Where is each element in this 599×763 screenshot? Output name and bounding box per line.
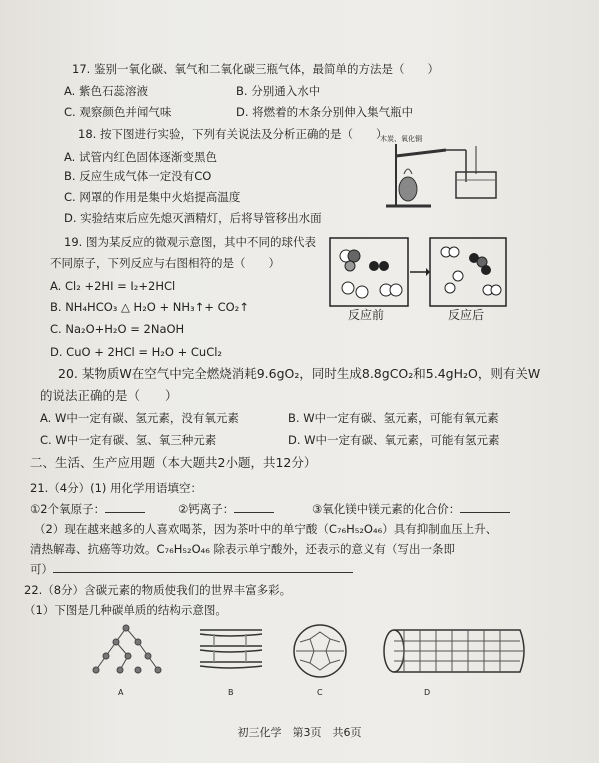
q21-line-3: 清热解毒、抗癌等功效。C₇₆H₅₂O₄₆ 除表示单宁酸外，还表示的意义有（写出一条即: [30, 542, 456, 556]
nanotube-structure-icon: [380, 624, 530, 678]
q21-blank-2: [234, 502, 274, 513]
q19-stem-2: 不同原子，下列反应与右图相符的是（ ）: [50, 256, 280, 270]
q18-option-a: A. 试管内红色固体逐渐变黑色: [64, 150, 217, 164]
section-heading: 二、生活、生产应用题（本大题共2小题，共12分）: [30, 455, 317, 470]
q17-option-d: D. 将燃着的木条分别伸入集气瓶中: [236, 105, 414, 119]
carbon-structure-b: [196, 624, 266, 674]
q17-option-b: B. 分别通入水中: [236, 84, 321, 98]
q19-option-d: D. CuO + 2HCl = H₂O + CuCl₂: [50, 345, 223, 359]
carbon-structure-c: [290, 622, 350, 680]
after-label: 反应后: [448, 308, 485, 322]
q18-stem: 18. 按下图进行实验，下列有关说法及分析正确的是（ ）: [78, 127, 388, 141]
q17-stem: 17. 鉴别一氧化碳、氧气和二氧化碳三瓶气体，最简单的方法是（ ）: [72, 62, 439, 76]
q21-blank-1: [105, 502, 145, 513]
q18-apparatus-figure: [376, 134, 516, 214]
structure-label-c: C: [317, 688, 323, 697]
q18-option-d: D. 实验结束后应先熄灭酒精灯，后将导管移出水面: [64, 211, 322, 225]
q20-option-b: B. W中一定有碳、氢元素，可能有氧元素: [288, 411, 499, 425]
structure-label-d: D: [424, 688, 431, 697]
structure-label-a: A: [118, 688, 124, 697]
q17-option-c: C. 观察颜色并闻气味: [64, 105, 172, 119]
q17-option-a: A. 紫色石蕊溶液: [64, 84, 148, 98]
q21-blank-3-label: ③氧化镁中镁元素的化合价：: [312, 502, 461, 516]
before-label: 反应前: [348, 308, 385, 322]
q18-figure-label: 木炭、氧化铜: [380, 135, 422, 143]
q21-part-3: [312, 502, 510, 516]
q21-blank-3: [460, 502, 510, 513]
q20-stem-2: 的说法正确的是（ ）: [40, 388, 178, 403]
q20-option-d: D. W中一定有碳、氧元素，可能有氢元素: [288, 433, 500, 447]
graphite-structure-icon: [196, 624, 266, 674]
q21-blank-1-label: ①2个氧原子：: [30, 502, 106, 516]
q21-blank-2-label: ②钙离子：: [178, 502, 235, 516]
q20-stem-1: 20. 某物质W在空气中完全燃烧消耗9.6gO₂，同时生成8.8gCO₂和5.4gH₂O，则有关W: [58, 366, 541, 381]
q21-answer-blank: [53, 562, 353, 573]
q21-line-4-text: 可）: [30, 562, 53, 576]
apparatus-drawing: [376, 134, 516, 214]
q18-option-c: C. 网罩的作用是集中火焰提高温度: [64, 190, 241, 204]
carbon-structure-a: [86, 620, 176, 680]
q19-option-b: B. NH₄HCO₃ △ H₂O + NH₃↑+ CO₂↑: [50, 300, 249, 314]
page-footer: 初三化学 第3页 共6页: [237, 726, 362, 739]
fullerene-structure-icon: [290, 622, 350, 680]
carbon-structure-d: [380, 624, 530, 678]
q19-stem-1: 19. 图为某反应的微观示意图，其中不同的球代表: [64, 235, 316, 249]
q20-option-a: A. W中一定有碳、氢元素，没有氧元素: [40, 411, 239, 425]
q18-option-b: B. 反应生成气体一定没有CO: [64, 169, 212, 183]
structure-label-b: B: [228, 688, 234, 697]
q19-reaction-figure: [328, 236, 518, 322]
q22-sub: （1）下图是几种碳单质的结构示意图。: [24, 603, 227, 617]
q21-line-2: （2）现在越来越多的人喜欢喝茶，因为茶叶中的单宁酸（C₇₆H₅₂O₄₆）具有抑制血压上升、: [34, 522, 498, 536]
q22-stem: 22.（8分）含碳元素的物质使我们的世界丰富多彩。: [24, 583, 292, 597]
q20-option-c: C. W中一定有碳、氢、氧三种元素: [40, 433, 217, 447]
q21-part-2: [178, 502, 274, 516]
q19-option-c: C. Na₂O+H₂O = 2NaOH: [50, 322, 185, 336]
diamond-structure-icon: [86, 620, 176, 680]
q19-option-a: A. Cl₂ +2HI = I₂+2HCl: [50, 279, 176, 293]
q21-part-1: [30, 502, 145, 516]
q21-stem: 21.（4分）(1) 用化学用语填空：: [30, 481, 203, 495]
q21-line-4: [30, 562, 353, 576]
